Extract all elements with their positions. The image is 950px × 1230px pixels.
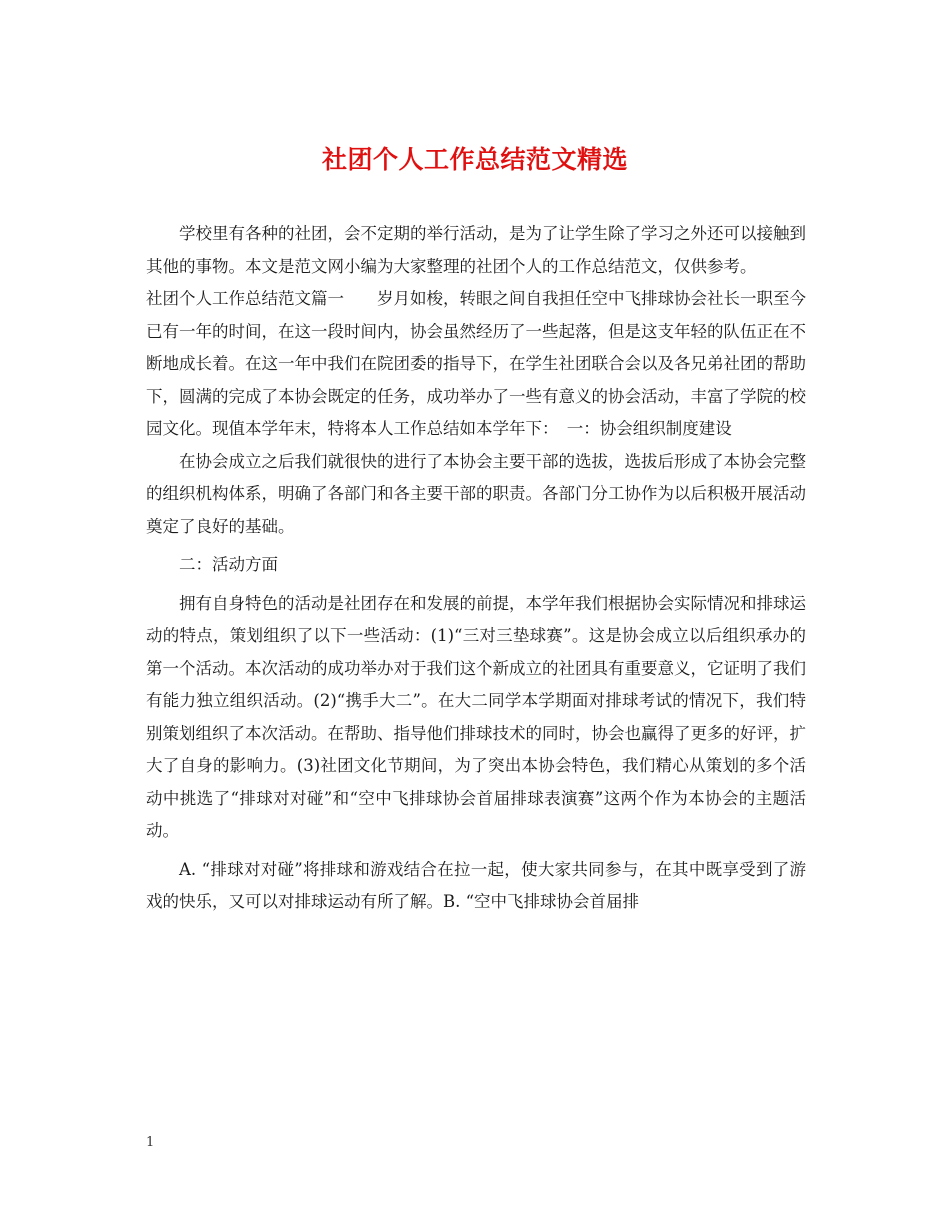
paragraph-activity-details: A. “排球对对碰”将排球和游戏结合在拉一起，使大家共同参与，在其中既享受到了游戏的快乐，又可以对排球运动有所了解。B. “空中飞排球协会首届排: [146, 859, 806, 911]
paragraph-organization: 在协会成立之后我们就很快的进行了本协会主要干部的选拔，选拔后形成了本协会完整的组织机构体系，明确了各部门和各主要干部的职责。各部门分工协作为以后积极开展活动奠定了良好的基础。: [146, 451, 806, 536]
document-title: 社团个人工作总结范文精选: [321, 145, 628, 174]
paragraph-activities: 拥有自身特色的活动是社团存在和发展的前提，本学年我们根据协会实际情况和排球运动的特点，策划组织了以下一些活动：(1)“三对三垫球赛”。这是协会成立以后组织承办的第一个活动。本次活动的成功举办对于我们这个新成立的社团具有重要意义，它证明了我们有能力独立组织活动。(2)“携手大二”。在大二同学本学期面对排球考试的情况下，我们特别策划组织了本次活动。在帮助、指导他们排球技术的同时，协会也赢得了更多的好评，扩大了自身的影响力。(3)社团文化节期间，为了突出本协会特色，我们精心从策划的多个活动中挑选了“排球对对碰”和“空中飞排球协会首届排球表演赛”这两个作为本协会的主题活动。: [146, 593, 806, 840]
paragraph-section-one: 社团个人工作总结范文篇一 岁月如梭，转眼之间自我担任空中飞排球协会社长一职至今已有一年的时间，在这一段时间内，协会虽然经历了一些起落，但是这支年轻的队伍正在不断地成长着。在这一年中我们在院团委的指导下，在学生社团联合会以及各兄弟社团的帮助下，圆满的完成了本协会既定的任务，成功举办了一些有意义的协会活动，丰富了学院的校园文化。现值本学年末，特将本人工作总结如本学年下： 一：协会组织制度建设: [146, 289, 806, 438]
paragraph-intro: 学校里有各种的社团，会不定期的举行活动，是为了让学生除了学习之外还可以接触到其他的事物。本文是范文网小编为大家整理的社团个人的工作总结范文，仅供参考。: [146, 224, 806, 276]
heading-activities: 二：活动方面: [179, 555, 278, 574]
document-body: [146, 218, 806, 919]
page-number: 1: [146, 1135, 155, 1150]
